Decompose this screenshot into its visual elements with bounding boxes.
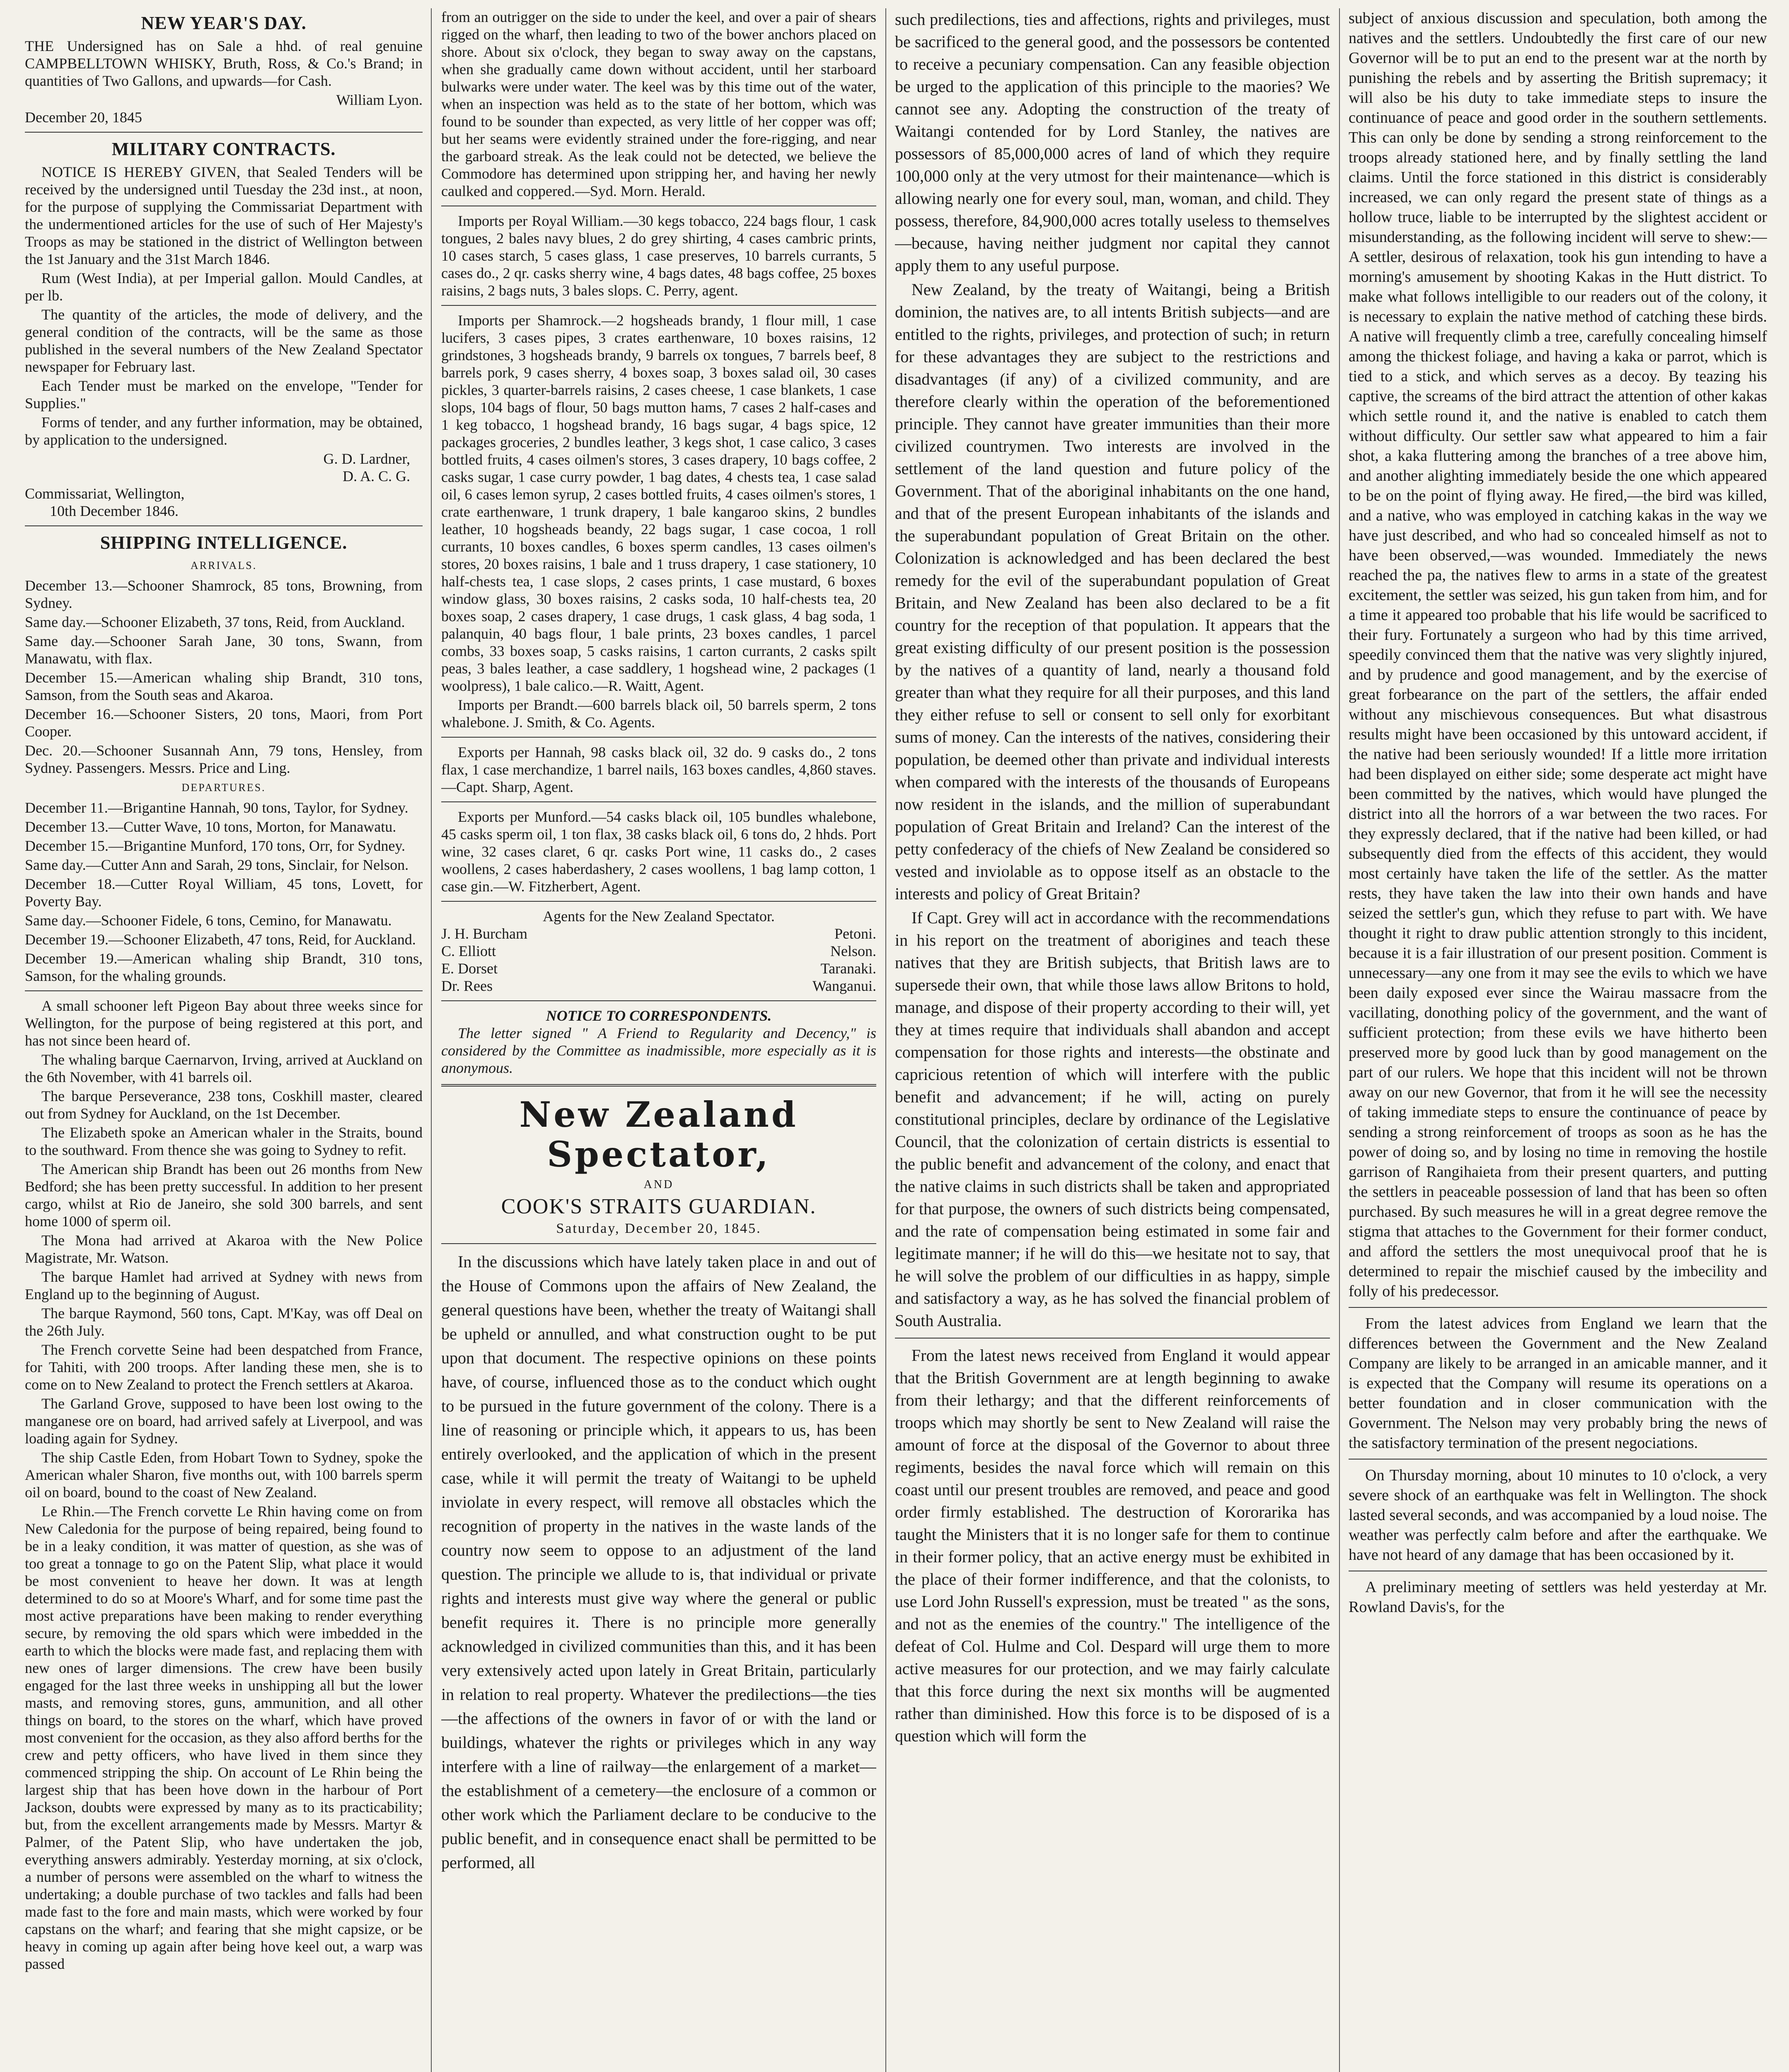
departures-heading: DEPARTURES. [181, 782, 266, 794]
military-paragraph: The quantity of the articles, the mode of delivery, and the general condition of the contracts, will be the same as those published in the several numbers of the New Zealand Spectator newspaper for February last. [25, 306, 423, 375]
agent-name: C. Elliott [441, 943, 496, 959]
exports-entry: Exports per Munford.—54 casks black oil, 105 bundles whalebone, 45 casks sperm oil, 1 ton flax, 38 casks black oil, 6 tons do, 2 hhds. Port wine, 32 cases claret, 6 qr. casks Port wine, 11 casks do., 2 cases woollens, 2 cases haberdashery, 2 cases woollens, 1 bag lamp cotton, 1 case gin.—W. Fitzherbert, Agent. [441, 808, 876, 895]
arrival-entry: December 15.—American whaling ship Brandt, 310 tons, Samson, from the South seas and Akaroa. [25, 669, 423, 703]
divider [441, 737, 876, 738]
column-rule [1339, 8, 1340, 2072]
military-place: Commissariat, Wellington, [25, 485, 185, 502]
divider [1349, 1459, 1767, 1460]
agent-name: E. Dorset [441, 960, 498, 977]
imports-entry: Imports per Shamrock.—2 hogsheads brandy, 1 flour mill, 1 case lucifers, 3 cases pipes, 3 crates earthenware, 10 boxes raisins, 12 grindstones, 3 hogsheads brandy, 9 barrels ox tongues, 7 barrels beef, 8 barrels pork, 9 cases sherry, 4 boxes soap, 3 boxes salad oil, 30 cases pickles, 3 quarter-barrels raisins, 2 cases cheese, 1 case blankets, 1 case slops, 104 bags of flour, 50 bags mutton hams, 7 cases 2 half-cases and 1 keg tobacco, 1 hogshead brandy, 16 bags sugar, 4 bags spice, 12 packages groceries, 2 bundles leather, 3 kegs shot, 1 case calico, 3 cases bottled fruits, 4 cases oilmen's stores, 3 cases drapery, 10 bags coffee, 2 casks sugar, 1 case curry powder, 1 bag dates, 4 chests tea, 1 case salad oil, 6 cases lemon syrup, 2 cases bottled fruits, 4 cases oilmen's stores, 1 crate earthenware, 1 trunk drapery, 1 bale kangaroo skins, 2 bundles leather, 10 hogsheads beandy, 22 bags sugar, 1 case cocoa, 1 roll currants, 10 boxes candles, 6 boxes sperm candles, 13 cases oilmen's stores, 20 boxes raisins, 1 bale and 1 truss drapery, 1 case stationery, 10 half-chests tea, 1 case slops, 2 cases prints, 1 case mustard, 6 boxes window glass, 30 boxes raisins, 2 casks soda, 10 half-chests tea, 20 boxes soap, 2 cases drapery, 1 case drugs, 1 cask glass, 4 bag soda, 1 palanquin, 40 bags flour, 1 bale prints, 23 boxes candles, 1 parcel combs, 33 boxes soap, 5 casks raisins, 1 carton currants, 2 casks spilt peas, 3 bales leather, a case saddlery, 1 hogshead wine, 2 packages (1 woolpress), 1 bale calico.—R. Waitt, Agent. [441, 312, 876, 694]
masthead-rule [441, 1084, 876, 1087]
departure-entry: December 13.—Cutter Wave, 10 tons, Morton, for Manawatu. [25, 818, 396, 835]
notice-heading: NOTICE TO CORRESPONDENTS. [546, 1007, 772, 1024]
column-rule [431, 8, 432, 2072]
column-3 [895, 8, 1330, 2072]
exports-entry: Exports per Hannah, 98 casks black oil, 32 do. 9 casks do., 2 tons flax, 1 case merchandize, 1 barrel nails, 163 boxes candles, 4,860 staves.—Capt. Sharp, Agent. [441, 744, 876, 795]
editorial-paragraph: subject of anxious discussion and speculation, both among the natives and the settlers. Undoubtedly the first care of our new Governor will be to put an end to the present war at the north by punishing the rebels and by asserting the British supremacy; it will also be his duty to take immediate steps to insure the continuance of peace and good order in the southern settlements. This can only be done by sending a strong reinforcement to the troops already stationed here, and by finally settling the land claims. Until the force stationed in this district is considerably increased, we can only regard the present state of things as a hollow truce, liable to be interrupted by the slightest accident or misunderstanding, as the following incident will serve to shew:—A settler, desirous of relaxation, took his gun intending to have a morning's amusement by shooting Kakas in the Hutt district. To make what follows intelligible to our readers out of the colony, it is necessary to explain the native method of catching these birds. A native will frequently climb a tree, carefully concealing himself among the thickest foliage, and having a kaka or parrot, which is tied to a stick, and which serves as a decoy. By teazing his captive, the screams of the bird attract the attention of other kakas which settle round it, and the native is enabled to catch them without difficulty. Our settler saw what appeared to him a fair shot, a kaka fluttering among the branches of a tree above him, and another alighting immediately beside the one which appeared to be on the point of flying away. He fired,—the bird was killed, and a native, who was employed in catching kakas in the way we have just described, and who had so concealed himself as not to have been observed,—was wounded. Immediately the news reached the pa, the natives flew to arms in a state of the greatest excitement, the settler was seized, his gun taken from him, and for a time it appeared too probable that his life would be sacrificed to their fury. Fortunately a surgeon who had by this time arrived, speedily convinced them that the native was very slightly injured, and by prudence and good management, and by the exercise of great forbearance on the part of the settlers, the affair ended without any mischievous consequences. But what disastrous results might have been occasioned by this untoward accident, if the native had been seriously wounded! If a little more irritation had been displayed on either side; some desperate act might have been committed by the natives, which would have plunged the district into all the horrors of a war between the two races. For they expressly declared, that if the native had been killed, or had subsequently died from the effects of this accident, they would most certainly have taken the life of the settler. As the matter rests, they have taken the law into their own hands and have seized the settler's gun, which they refuse to part with. We have thought it right to draw public attention strongly to this incident, because it is a fair illustration of our present position. Comment is unnecessary—any one from it may see the evils to which we have been daily exposed ever since the Wairau massacre from the vacillating, donothing policy of the government, and the want of sufficient protection; from these evils we have hitherto been preserved more by good luck than by good management on the part of our rulers. We hope that this incident will not be thrown away on our new Governor, that from it he will see the necessity of taking immediate steps to ensure the continuance of peace by sending a strong reinforcement of troops as soon as he has the power of doing so, and by losing no time in removing the hostile garrison of Rangihaieta from their present quarters, and putting the settlers in peaceable possession of land that has been so often purchased. By such measures he will in a great degree remove the stigma that attaches to the Government for their former conduct, and afford the settlers the most unequivocal proof that he is determined to repair the mischief caused by the imbecility and folly of his predecessor. [1349, 10, 1767, 1300]
new-year-date: December 20, 1845 [25, 109, 142, 126]
column-rule [885, 8, 886, 2072]
le-rhin-continued: from an outrigger on the side to under the keel, and over a pair of shears rigged on the wharf, then leading to two of the bower anchors placed on shore. About six o'clock, they began to sway away on the capstans, when she gradually came down without accident, until her starboard bulwarks were under water. The keel was by this time out of the water, when an inspection was held as to the state of her bottom, which was found to be sounder than expected, as very little of her copper was off; but her seams were evidently strained under the fore-rigging, and near the garboard streak. As the leak could not be detected, we believe the Commodore has determined upon stripping her, and having her newly caulked and coppered.—Syd. Morn. Herald. [441, 9, 876, 199]
editorial-paragraph: From the latest news received from England it would appear that the British Government are at length beginning to awake from their lethargy; and that the different reinforcements of troops which may shortly be sent to New Zealand will raise the amount of force at the disposal of the Governor to about three regiments, besides the naval force which will remain on this coast until our present troubles are removed, and peace and good order firmly established. The destruction of Kororarika has taught the Ministers that it is no longer safe for them to continue in their former policy, that an active energy must be exhibited in the place of their former indifference, and that the colonists, to use Lord John Russell's expression, must be treated " as the sons, and not as the enemies of the country." The intelligence of the defeat of Col. Hulme and Col. Despard will urge them to more active measures for our protection, and we may fairly calculate that this force during the next six months will be augmented rather than diminished. How this force is to be disposed of is a question which will form the [895, 1346, 1330, 1745]
divider [441, 1243, 876, 1244]
shipping-news: The barque Raymond, 560 tons, Capt. M'Kay, was off Deal on the 26th July. [25, 1305, 423, 1339]
divider [441, 801, 876, 802]
arrival-entry: Dec. 20.—Schooner Susannah Ann, 79 tons, Hensley, from Sydney. Passengers. Messrs. Price and Ling. [25, 742, 423, 776]
military-signature-title: D. A. C. G. [342, 468, 410, 484]
le-rhin-article: Le Rhin.—The French corvette Le Rhin having come on from New Caledonia for the purpose of being repaired, being found to be in a leaky condition, it was matter of question, as she was of too great a tonnage to go on the Patent Slip, what place it would be most convenient to heave her down. It was at length determined to do so at Moore's Wharf, and for some time past the most active preparations have been making to render everything secure, by removing the old spars which were imbedded in the earth to which the blocks were made fast, and replacing them with new ones of larger dimensions. The crew have been busily engaged for the last three weeks in unshipping all but the lower masts, and removing stores, guns, ammunition, and all other things on board, to the stores on the wharf, which have proved most convenient for the occasion, as they also afford berths for the crew and petty officers, who have lived in them since they commenced stripping the ship. On account of Le Rhin being the largest ship that has been hove down in the harbour of Port Jackson, doubts were expressed by many as to its practicability; but, from the excellent arrangements made by Messrs. Martyr & Palmer, of the Patent Slip, who have undertaken the job, everything answers admirably. Yesterday morning, at six o'clock, a number of persons were assembled on the wharf to witness the undertaking; a double purchase of two tackles and falls had been made fast to the fore and main masts, which were worked by four capstans on the wharf; and fearing that she might capsize, or be heavy in coming up again after being hove keel out, a warp was passed [25, 1503, 423, 1972]
agents-heading: Agents for the New Zealand Spectator. [543, 908, 775, 925]
agent-row [441, 960, 876, 977]
divider [441, 1000, 876, 1001]
arrival-entry: Same day.—Schooner Elizabeth, 37 tons, Reid, from Auckland. [25, 614, 405, 630]
shipping-news: A small schooner left Pigeon Bay about three weeks since for Wellington, for the purpose of being registered at this port, and has not since been heard of. [25, 997, 423, 1049]
editorial-paragraph: New Zealand, by the treaty of Waitangi, being a British dominion, the natives are, to all intents British subjects—and are entitled to the rights, privileges, and protection of such; in return for these advantages they are subject to the restrictions and disadvantages (if any) of a civilized community, and are therefore clearly within the operation of the beforementioned principle. They cannot have greater immunities than their more civilized countrymen. Two interests are involved in the settlement of the land question and future policy of the Government. That of the aboriginal inhabitants on the one hand, and that of the present European inhabitants of the islands and the superabundant population of Great Britain on the other. Colonization is acknowledged and has been declared the best remedy for the evil of the superabundant population of Great Britain, and New Zealand has been also declared to be a fit country for the reception of that population. It appears that the great existing difficulty of our present position is the possession by the natives of a quantity of land, nearly a thousand fold greater than what they require for all their purposes, and this land they either refuse to sell or consent to sell only for exorbitant sums of money. Can the interests of the natives, considering their population, be deemed other than private and individual interests when compared with the interests of the thousands of Europeans now resident in the islands, and the million of superabundant population of Great Britain and Ireland? Can the interest of the petty confederacy of the chiefs of New Zealand be considered so vested and inviolable as to oppose itself as an obstacle to the interests and policy of Great Britain? [895, 280, 1330, 903]
imports-entry: Imports per Royal William.—30 kegs tobacco, 224 bags flour, 1 cask tongues, 2 bales navy blues, 2 do grey shirting, 4 cases cambric prints, 10 cases starch, 5 cases glass, 1 case preserves, 10 barrels currants, 5 cases do., 2 qr. casks sherry wine, 4 bags dates, 48 bags coffee, 25 boxes raisins, 2 bags nuts, 3 bales slops. C. Perry, agent. [441, 213, 876, 299]
military-heading: MILITARY CONTRACTS. [111, 139, 336, 159]
editorial-paragraph: If Capt. Grey will act in accordance with the recommendations in his report on the treatment of aborigines and teach these natives that they are British subjects, that British laws are to supersede their own, that while those laws allow Britons to hold, manage, and dispose of their property according to their will, yet they at times require that individuals shall abandon and accept compensation for those rights and interests—the obstinate and capricious retention of which will interfere with the public benefit and advancement; if he will, acting on purely constitutional principles, declare by ordinance of the Legislative Council, that the colonization of certain districts is essential to the public benefit and advancement of the colony, and enact that the native claims in such districts shall be taken and appropriated for that purpose, the owners of such districts being compensated, and the rate of compensation being estimated in some fair and legitimate manner; if he will do this—we hesitate not to say, that he will solve the problem of our difficulties in as happy, simple and satisfactory a way, as he has solved the financial problem of South Australia. [895, 908, 1330, 1330]
shipping-heading: SHIPPING INTELLIGENCE. [100, 533, 348, 553]
new-year-signature: William Lyon. [336, 92, 423, 108]
agent-place: Wanganui. [812, 978, 876, 994]
imports-entry: Imports per Brandt.—600 barrels black oil, 50 barrels sperm, 2 tons whalebone. J. Smith, & Co. Agents. [441, 697, 876, 731]
divider [895, 1338, 1330, 1339]
shipping-news: The Elizabeth spoke an American whaler in the Straits, bound to the southward. From thence she was going to Sydney to refit. [25, 1124, 423, 1158]
shipping-news: The Mona had arrived at Akaroa with the New Police Magistrate, Mr. Watson. [25, 1232, 423, 1266]
editorial-paragraph: In the discussions which have lately taken place in and out of the House of Commons upon the affairs of New Zealand, the general questions have been, whether the treaty of Waitangi shall be upheld or annulled, and what construction ought to be put upon that document. The respective opinions on these points have, of course, influenced those as to the conduct which ought to be pursued in the future government of the colony. There is a line of reasoning or principle which, it appears to us, has been entirely overlooked, and the application of which in the present case, while it will permit the treaty of Waitangi to be upheld inviolate in every respect, will remove all obstacles which the recognition of property in the natives in the waste lands of the country now seem to oppose to an adjustment of the land question. The principle we allude to is, that individual or private rights and interests must give way where the general or public benefit requires it. There is no principle more generally acknowledged in civilized communities than this, and it has been very extensively acted upon lately in Great Britain, particularly in relation to real property. Whatever the predilections—the ties—the affections of the owners in favor of or with the land or buildings, whatever the rights or privileges which in any way interfere with a line of railway—the enlargement of a market—the establishment of a cemetery—the enclosure of a common or other work which the Parliament declare to be conducive to the public benefit, and in consequence enact shall be permitted to be performed, all [441, 1252, 876, 1872]
news-paragraph: From the latest advices from England we learn that the differences between the Government and the New Zealand Company are likely to be arranged in an amicable manner, and it is expected that the Company will resume its operations on a better foundation and in closer communication with the Government. The Nelson may very probably bring the news of the satisfactory termination of the present negociations. [1349, 1315, 1767, 1452]
new-year-heading: NEW YEAR'S DAY. [141, 13, 307, 33]
shipping-news: The ship Castle Eden, from Hobart Town to Sydney, spoke the American whaler Sharon, five months out, with 100 barrels sperm oil on board, bound to the coast of New Zealand. [25, 1449, 423, 1501]
departure-entry: Same day.—Schooner Fidele, 6 tons, Cemino, for Manawatu. [25, 912, 392, 929]
divider [25, 525, 423, 526]
news-paragraph: A preliminary meeting of settlers was held yesterday at Mr. Rowland Davis's, for the [1349, 1578, 1767, 1616]
agent-row [441, 977, 876, 995]
agent-row [441, 942, 876, 960]
divider [25, 990, 423, 991]
divider [1349, 1307, 1767, 1308]
arrival-entry: December 13.—Schooner Shamrock, 85 tons, Browning, from Sydney. [25, 577, 423, 611]
military-signature: G. D. Lardner, [323, 450, 410, 467]
column-2 [441, 8, 876, 2072]
agent-name: Dr. Rees [441, 978, 493, 994]
masthead-and: AND [643, 1178, 674, 1191]
arrivals-heading: ARRIVALS. [190, 559, 257, 571]
departure-entry: Same day.—Cutter Ann and Sarah, 29 tons, Sinclair, for Nelson. [25, 857, 409, 873]
shipping-news: The barque Perseverance, 238 tons, Coskhill master, cleared out from Sydney for Auckland, on the 1st December. [25, 1088, 423, 1122]
agents-table [441, 925, 876, 995]
agent-place: Nelson. [830, 943, 876, 959]
agent-place: Petoni. [834, 925, 876, 942]
shipping-news: The American ship Brandt has been out 26 months from New Bedford; she has been pretty successful. In addition to her present cargo, whilst at Rio de Janeiro, she sold 300 barrels, and sent home 1000 of sperm oil. [25, 1161, 423, 1230]
agent-place: Taranaki. [820, 960, 876, 977]
new-year-advert: THE Undersigned has on Sale a hhd. of real genuine CAMPBELLTOWN WHISKY, Bruth, Ross, & Co.'s Brand; in quantities of Two Gallons, and upwards—for Cash. [25, 38, 423, 89]
departure-entry: December 19.—American whaling ship Brandt, 310 tons, Samson, for the whaling grounds. [25, 950, 423, 984]
departure-entry: December 18.—Cutter Royal William, 45 tons, Lovett, for Poverty Bay. [25, 876, 423, 910]
column-4 [1349, 8, 1767, 2072]
column-1 [25, 8, 423, 2072]
shipping-news: The French corvette Seine had been despatched from France, for Tahiti, with 200 troops. After landing these men, she is to come on to New Zealand to protect the French settlers at Akaroa. [25, 1341, 423, 1393]
military-paragraph: NOTICE IS HEREBY GIVEN, that Sealed Tenders will be received by the undersigned until Tuesday the 23d inst., at noon, for the purpose of supplying the Commissariat Department with the undermentioned articles for the use of such of Her Majesty's Troops as may be stationed in the district of Wellington between the 1st January and the 31st March 1846. [25, 164, 423, 267]
masthead-subtitle: COOK'S STRAITS GUARDIAN. [501, 1195, 817, 1218]
masthead-date: Saturday, December 20, 1845. [556, 1221, 762, 1236]
departure-entry: December 19.—Schooner Elizabeth, 47 tons, Reid, for Auckland. [25, 931, 416, 948]
divider [441, 901, 876, 902]
agent-name: J. H. Burcham [441, 925, 527, 942]
arrival-entry: Same day.—Schooner Sarah Jane, 30 tons, Swann, from Manawatu, with flax. [25, 633, 423, 667]
shipping-news: The barque Hamlet had arrived at Sydney with news from England up to the beginning of August. [25, 1268, 423, 1302]
editorial-paragraph: such predilections, ties and affections, rights and privileges, must be sacrificed to the general good, and the possessors be contented to receive a pecuniary compensation. Can any feasible objection be urged to the application of this principle to the maories? We cannot see any. Adopting the construction of the treaty of Waitangi contended for by Lord Stanley, the natives are possessors of 85,000,000 acres of land of which they require 100,000 only at the very utmost for their maintenance—which is allowing nearly one for every soul, man, woman, and child. They possess, therefore, 84,900,000 acres totally useless to themselves—because, having neither judgment nor capital they cannot apply them to any useful purpose. [895, 10, 1330, 275]
military-date: 10th December 1846. [50, 503, 179, 519]
notice-body: The letter signed " A Friend to Regularity and Decency," is considered by the Committee as inadmissible, more especially as it is anonymous. [441, 1025, 876, 1076]
shipping-news: The Garland Grove, supposed to have been lost owing to the manganese ore on board, had arrived safely at Liverpool, and was loading again for Sydney. [25, 1395, 423, 1447]
military-paragraph: Rum (West India), at per Imperial gallon. Mould Candles, at per lb. [25, 270, 423, 304]
divider [441, 305, 876, 306]
divider [25, 132, 423, 133]
military-paragraph: Forms of tender, and any further information, may be obtained, by application to the undersigned. [25, 414, 423, 448]
military-paragraph: Each Tender must be marked on the envelope, "Tender for Supplies." [25, 378, 423, 411]
masthead-title: New Zealand Spectator, [519, 1094, 798, 1175]
news-paragraph: On Thursday morning, about 10 minutes to 10 o'clock, a very severe shock of an earthquake was felt in Wellington. The shock lasted several seconds, and was accompanied by a loud noise. The weather was perfectly calm before and after the earthquake. We have not heard of any damage that has been occasioned by it. [1349, 1467, 1767, 1564]
shipping-news: The whaling barque Caernarvon, Irving, arrived at Auckland on the 6th November, with 41 barrels oil. [25, 1051, 423, 1085]
agent-row [441, 925, 876, 942]
departure-entry: December 15.—Brigantine Munford, 170 tons, Orr, for Sydney. [25, 838, 406, 854]
arrival-entry: December 16.—Schooner Sisters, 20 tons, Maori, from Port Cooper. [25, 706, 423, 740]
departure-entry: December 11.—Brigantine Hannah, 90 tons, Taylor, for Sydney. [25, 799, 409, 816]
